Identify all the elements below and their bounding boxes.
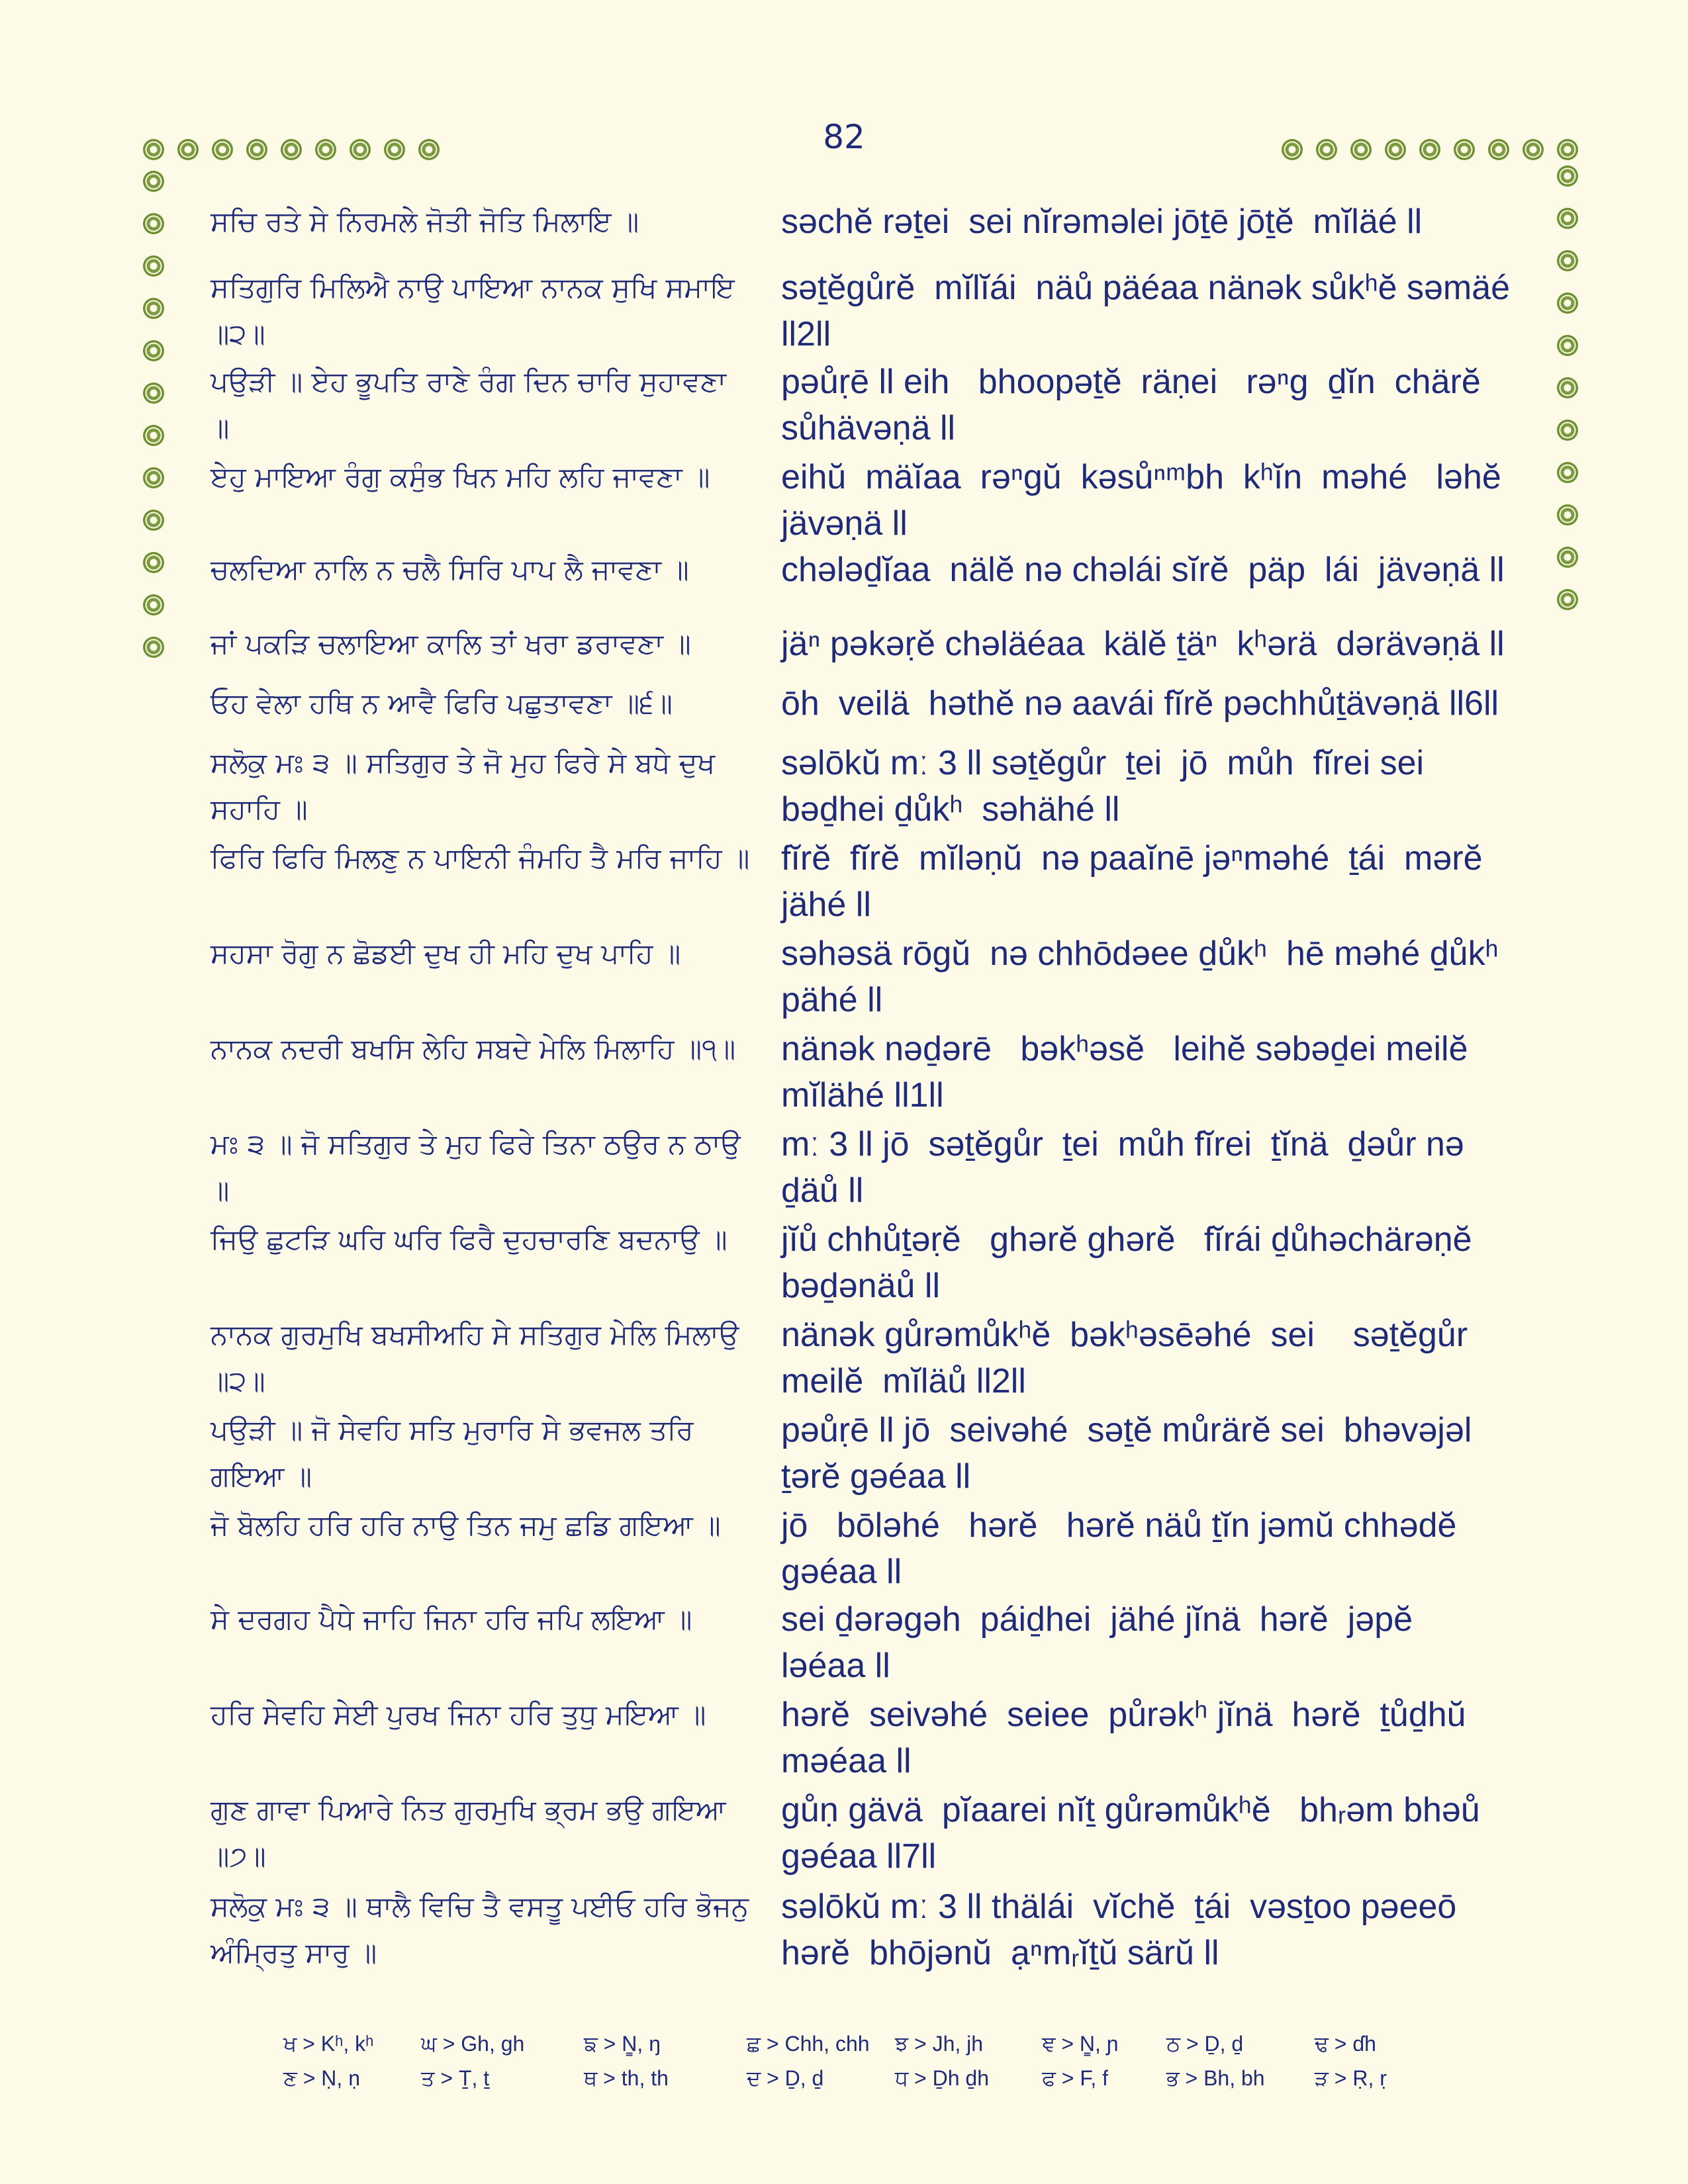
gurmukhi-line: ਸਹਸਾ ਰੋਗੁ ਨ ਛੋਡਈ ਦੁਖ ਹੀ ਮਹਿ ਦੁਖ ਪਾਹਿ ॥ xyxy=(211,937,681,970)
flower-ornament xyxy=(384,139,405,160)
transliteration-line: mː 3 ll jō səṯĕgůr ṯei můh fĭrei ṯĭnä ḏəůr nə ḏäů ll xyxy=(781,1125,1474,1210)
transliteration-line: nänək gůrəmůkʰĕ bəkʰəsēəhé sei səṯĕgůr meilĕ mĭläů ll2ll xyxy=(781,1316,1477,1400)
flower-ornament xyxy=(418,139,440,160)
transliteration-line: pəůṛē ll eih bhoopəṯĕ räṇei rəⁿg ḏĭn chärĕ sůhävəṇä ll xyxy=(781,363,1491,447)
transliteration-line: səlōkŭ mː 3 ll səṯĕgůr ṯei jō můh fĭrei sei bəḏhei ḏůkʰ səhähé ll xyxy=(781,744,1434,829)
gurmukhi-line: ਸਚਿ ਰਤੇ ਸੇ ਨਿਰਮਲੇ ਜੋਤੀ ਜੋਤਿ ਮਿਲਾਇ ॥ xyxy=(211,205,639,238)
flower-ornament xyxy=(1557,250,1578,271)
gurmukhi-line: ਪਉੜੀ ॥ ਏਹ ਭੂਪਤਿ ਰਾਣੇ ਰੰਗ ਦਿਨ ਚਾਰਿ ਸੁਹਾਵਣਾ ॥ xyxy=(211,365,735,444)
flower-ornament xyxy=(212,139,233,160)
flower-ornament xyxy=(1557,547,1578,568)
transliteration-line: chələḏĭaa nälĕ nə chəlái sĭrĕ päp lái jävəṇä ll xyxy=(781,551,1505,589)
flower-ornament xyxy=(281,139,302,160)
gurmukhi-line: ਪਉੜੀ ॥ ਜੋ ਸੇਵਹਿ ਸਤਿ ਮੁਰਾਰਿ ਸੇ ਭਵਜਲ ਤਰਿ ਗਇਆ ॥ xyxy=(211,1414,702,1492)
flower-ornament xyxy=(143,255,164,277)
transliteration-line: ōh veilä həthĕ nə aavái fĭrĕ pəchhůṯävəṇä ll6ll xyxy=(781,684,1499,723)
transliteration-line: nänək nəḏərē bəkʰəsĕ leihĕ səbəḏei meilĕ mĭlähé ll1ll xyxy=(781,1030,1477,1115)
flower-ornament xyxy=(1419,139,1440,160)
transliteration-line: jĭů chhůṯəṛĕ ghərĕ ghərĕ fĭrái ḏůhəchärəṇĕ bəḏənäů ll xyxy=(781,1220,1482,1305)
flower-ornament xyxy=(177,139,199,160)
flower-ornament xyxy=(143,298,164,319)
flower-ornament xyxy=(1350,139,1372,160)
flower-ornament xyxy=(143,171,164,192)
legend-item: ਛ > Chh, chh xyxy=(747,2032,870,2056)
legend-item: ਣ > Ṇ, ṇ xyxy=(283,2066,360,2090)
gurmukhi-line: ਨਾਨਕ ਨਦਰੀ ਬਖਸਿ ਲੇਹਿ ਸਬਦੇ ਮੇਲਿ ਮਿਲਾਹਿ ॥੧॥ xyxy=(211,1032,736,1065)
legend-item: ਘ > Gh, gh xyxy=(421,2032,525,2056)
transliteration-line: jō bōləhé hərĕ hərĕ näů ṯĭn jəmŭ chhədĕ gəéaa ll xyxy=(781,1506,1466,1591)
legend-item: ਤ > Ṯ, ṯ xyxy=(421,2066,490,2090)
legend-item: ੜ > Ṛ, ṛ xyxy=(1315,2066,1387,2090)
gurmukhi-line: ਸਤਿਗੁਰਿ ਮਿਲਿਐ ਨਾਉ ਪਾਇਆ ਨਾਨਕ ਸੁਖਿ ਸਮਾਇ ॥੨॥ xyxy=(211,271,744,350)
flower-ornament xyxy=(1316,139,1337,160)
gurmukhi-line: ਹਰਿ ਸੇਵਹਿ ਸੇਈ ਪੁਰਖ ਜਿਨਾ ਹਰਿ ਤੁਧੁ ਮਇਆ ॥ xyxy=(211,1698,706,1731)
legend-item: ਧ > Ḏh ḏh xyxy=(895,2066,990,2090)
legend-item: ਝ > Jh, jh xyxy=(895,2032,984,2056)
flower-ornament xyxy=(143,510,164,531)
flower-ornament xyxy=(1557,293,1578,314)
flower-ornament xyxy=(1454,139,1475,160)
gurmukhi-line: ਚਲਦਿਆ ਨਾਲਿ ਨ ਚਲੈ ਸਿਰਿ ਪਾਪ ਲੈ ਜਾਵਣਾ ॥ xyxy=(211,553,689,586)
flower-ornament xyxy=(1557,165,1578,187)
flower-ornament xyxy=(1488,139,1509,160)
transliteration-line: səṯĕgůrĕ mĭlĭái näů päéaa nänək sůkʰĕ səmäé ll2ll xyxy=(781,269,1520,353)
gurmukhi-line: ਨਾਨਕ ਗੁਰਮੁਖਿ ਬਖਸੀਅਹਿ ਸੇ ਸਤਿਗੁਰ ਮੇਲਿ ਮਿਲਾਉ ॥੨॥ xyxy=(211,1318,748,1397)
gurmukhi-line: ਗੁਣ ਗਾਵਾ ਪਿਆਰੇ ਨਿਤ ਗੁਰਮੁਖਿ ਭ੍ਰਮ ਭਉ ਗਇਆ ॥੭॥ xyxy=(211,1794,735,1872)
transliteration-line: eihŭ mäĭaa rəⁿgŭ kəsůⁿᵐbh kʰĭn məhé ləhĕ jävəṇä ll xyxy=(781,458,1511,543)
flower-ornament xyxy=(143,383,164,404)
flower-ornament xyxy=(315,139,336,160)
gurmukhi-line: ਓਹ ਵੇਲਾ ਹਥਿ ਨ ਆਵੈ ਫਿਰਿ ਪਛੁਤਾਵਣਾ ॥੬॥ xyxy=(211,687,673,719)
transliteration-line: pəůṛē ll jō seivəhé səṯĕ můrärĕ sei bhəvəjəl ṯərĕ gəéaa ll xyxy=(781,1411,1481,1496)
legend-item: ਞ > N̳, ɲ xyxy=(1042,2032,1119,2056)
flower-ornament xyxy=(143,340,164,361)
gurmukhi-line: ਜਿਉ ਛੁਟੜਿ ਘਰਿ ਘਰਿ ਫਿਰੈ ਦੁਹਚਾਰਣਿ ਬਦਨਾਉ ॥ xyxy=(211,1223,727,1255)
legend-item: ਭ > Bh, bh xyxy=(1166,2066,1265,2090)
transliteration-line: fĭrĕ fĭrĕ mĭləṇŭ nə paaĭnē jəⁿməhé ṯái mərĕ jähé ll xyxy=(781,839,1492,924)
flower-ornament xyxy=(1557,377,1578,398)
gurmukhi-line: ਜਾਂ ਪਕੜਿ ਚਲਾਇਆ ਕਾਲਿ ਤਾਂ ਖਰਾ ਡਰਾਵਣਾ ॥ xyxy=(211,627,691,660)
legend-item: ਖ > Kʰ, kʰ xyxy=(283,2032,374,2056)
gurmukhi-line: ਫਿਰਿ ਫਿਰਿ ਮਿਲਣੁ ਨ ਪਾਇਨੀ ਜੰਮਹਿ ਤੈ ਮਰਿ ਜਾਹਿ ॥ xyxy=(211,842,750,874)
transliteration-line: hərĕ seivəhé seiee půrəkʰ jĭnä hərĕ ṯůḏhŭ məéaa ll xyxy=(781,1696,1476,1780)
flower-ornament xyxy=(143,139,164,160)
legend-item: ਫ > F, f xyxy=(1042,2066,1109,2090)
transliteration-line: sei ḏərəgəh páiḏhei jähé jĭnä hərĕ jəpĕ ləéaa ll xyxy=(781,1600,1432,1685)
flower-ornament xyxy=(1557,589,1578,610)
gurmukhi-line: ਮਃ ੩ ॥ ਜੋ ਸਤਿਗੁਰ ਤੇ ਮੁਹ ਫਿਰੇ ਤਿਨਾ ਠਉਰ ਨ ਠਾਉ ॥ xyxy=(211,1128,750,1206)
flower-ornament xyxy=(143,594,164,615)
gurmukhi-line: ਸਲੋਕੁ ਮਃ ੩ ॥ ਸਤਿਗੁਰ ਤੇ ਜੋ ਮੁਹ ਫਿਰੇ ਸੇ ਬਧੇ ਦੁਖ ਸਹਾਹਿ ॥ xyxy=(211,747,724,825)
flower-ornament xyxy=(1557,139,1578,160)
flower-ornament xyxy=(1557,462,1578,483)
legend-item: ਥ > th, th xyxy=(584,2066,669,2090)
flower-ornament xyxy=(143,637,164,658)
legend-item: ਢ > ɗh xyxy=(1315,2032,1376,2056)
gurmukhi-line: ਸੇ ਦਰਗਹ ਪੈਧੇ ਜਾਹਿ ਜਿਨਾ ਹਰਿ ਜਪਿ ਲਇਆ ॥ xyxy=(211,1603,692,1635)
legend-item: ਦ > Ḏ, ḏ xyxy=(747,2066,824,2090)
flower-ornament xyxy=(143,467,164,488)
flower-ornament xyxy=(350,139,371,160)
flower-ornament xyxy=(1557,335,1578,356)
flower-ornament xyxy=(1523,139,1544,160)
flower-ornament xyxy=(1557,504,1578,525)
flower-ornament xyxy=(143,213,164,234)
flower-ornament xyxy=(1557,420,1578,441)
transliteration-line: gůṇ gävä pĭaarei nĭṯ gůrəmůkʰĕ bhᵣəm bhəů gəéaa ll7ll xyxy=(781,1791,1490,1876)
flower-ornament xyxy=(143,425,164,446)
gurmukhi-line: ਸਲੋਕੁ ਮਃ ੩ ॥ ਥਾਲੈ ਵਿਚਿ ਤੈ ਵਸਤੂ ਪਈਓ ਹਰਿ ਭੋਜਨੁ ਅੰਮ੍ਰਿਤੁ ਸਾਰੁ ॥ xyxy=(211,1890,758,1969)
flower-ornament xyxy=(1557,208,1578,229)
flower-ornament xyxy=(1385,139,1406,160)
flower-ornament xyxy=(1282,139,1303,160)
transliteration-line: səlōkŭ mː 3 ll thälái vĭchĕ ṯái vəsṯoo pəeeō hərĕ bhōjənŭ ạⁿmᵣĭṯŭ särŭ ll xyxy=(781,1888,1466,1972)
transliteration-line: səhəsä rōgŭ nə chhōdəee ḏůkʰ hē məhé ḏůkʰ pähé ll xyxy=(781,934,1508,1019)
legend-item: ਠ > Ḏ, ḏ xyxy=(1166,2032,1244,2056)
flower-ornament xyxy=(143,552,164,573)
legend-item: ਙ > N̳, ŋ xyxy=(584,2032,661,2056)
transliteration-line: səchĕ rəṯei sei nĭrəməlei jōṯē jōṯĕ mĭläé ll xyxy=(781,203,1423,241)
transliteration-line: jäⁿ pəkəṛĕ chəläéaa kälĕ ṯäⁿ kʰərä dərävəṇä ll xyxy=(781,625,1505,663)
flower-ornament xyxy=(246,139,267,160)
gurmukhi-line: ਏਹੁ ਮਾਇਆ ਰੰਗੁ ਕਸੁੰਭ ਖਿਨ ਮਹਿ ਲਹਿ ਜਾਵਣਾ ॥ xyxy=(211,461,710,493)
page-number: 82 xyxy=(823,118,865,156)
gurmukhi-line: ਜੋ ਬੋਲਹਿ ਹਰਿ ਹਰਿ ਨਾਉ ਤਿਨ ਜਮੁ ਛਡਿ ਗਇਆ ॥ xyxy=(211,1509,721,1541)
